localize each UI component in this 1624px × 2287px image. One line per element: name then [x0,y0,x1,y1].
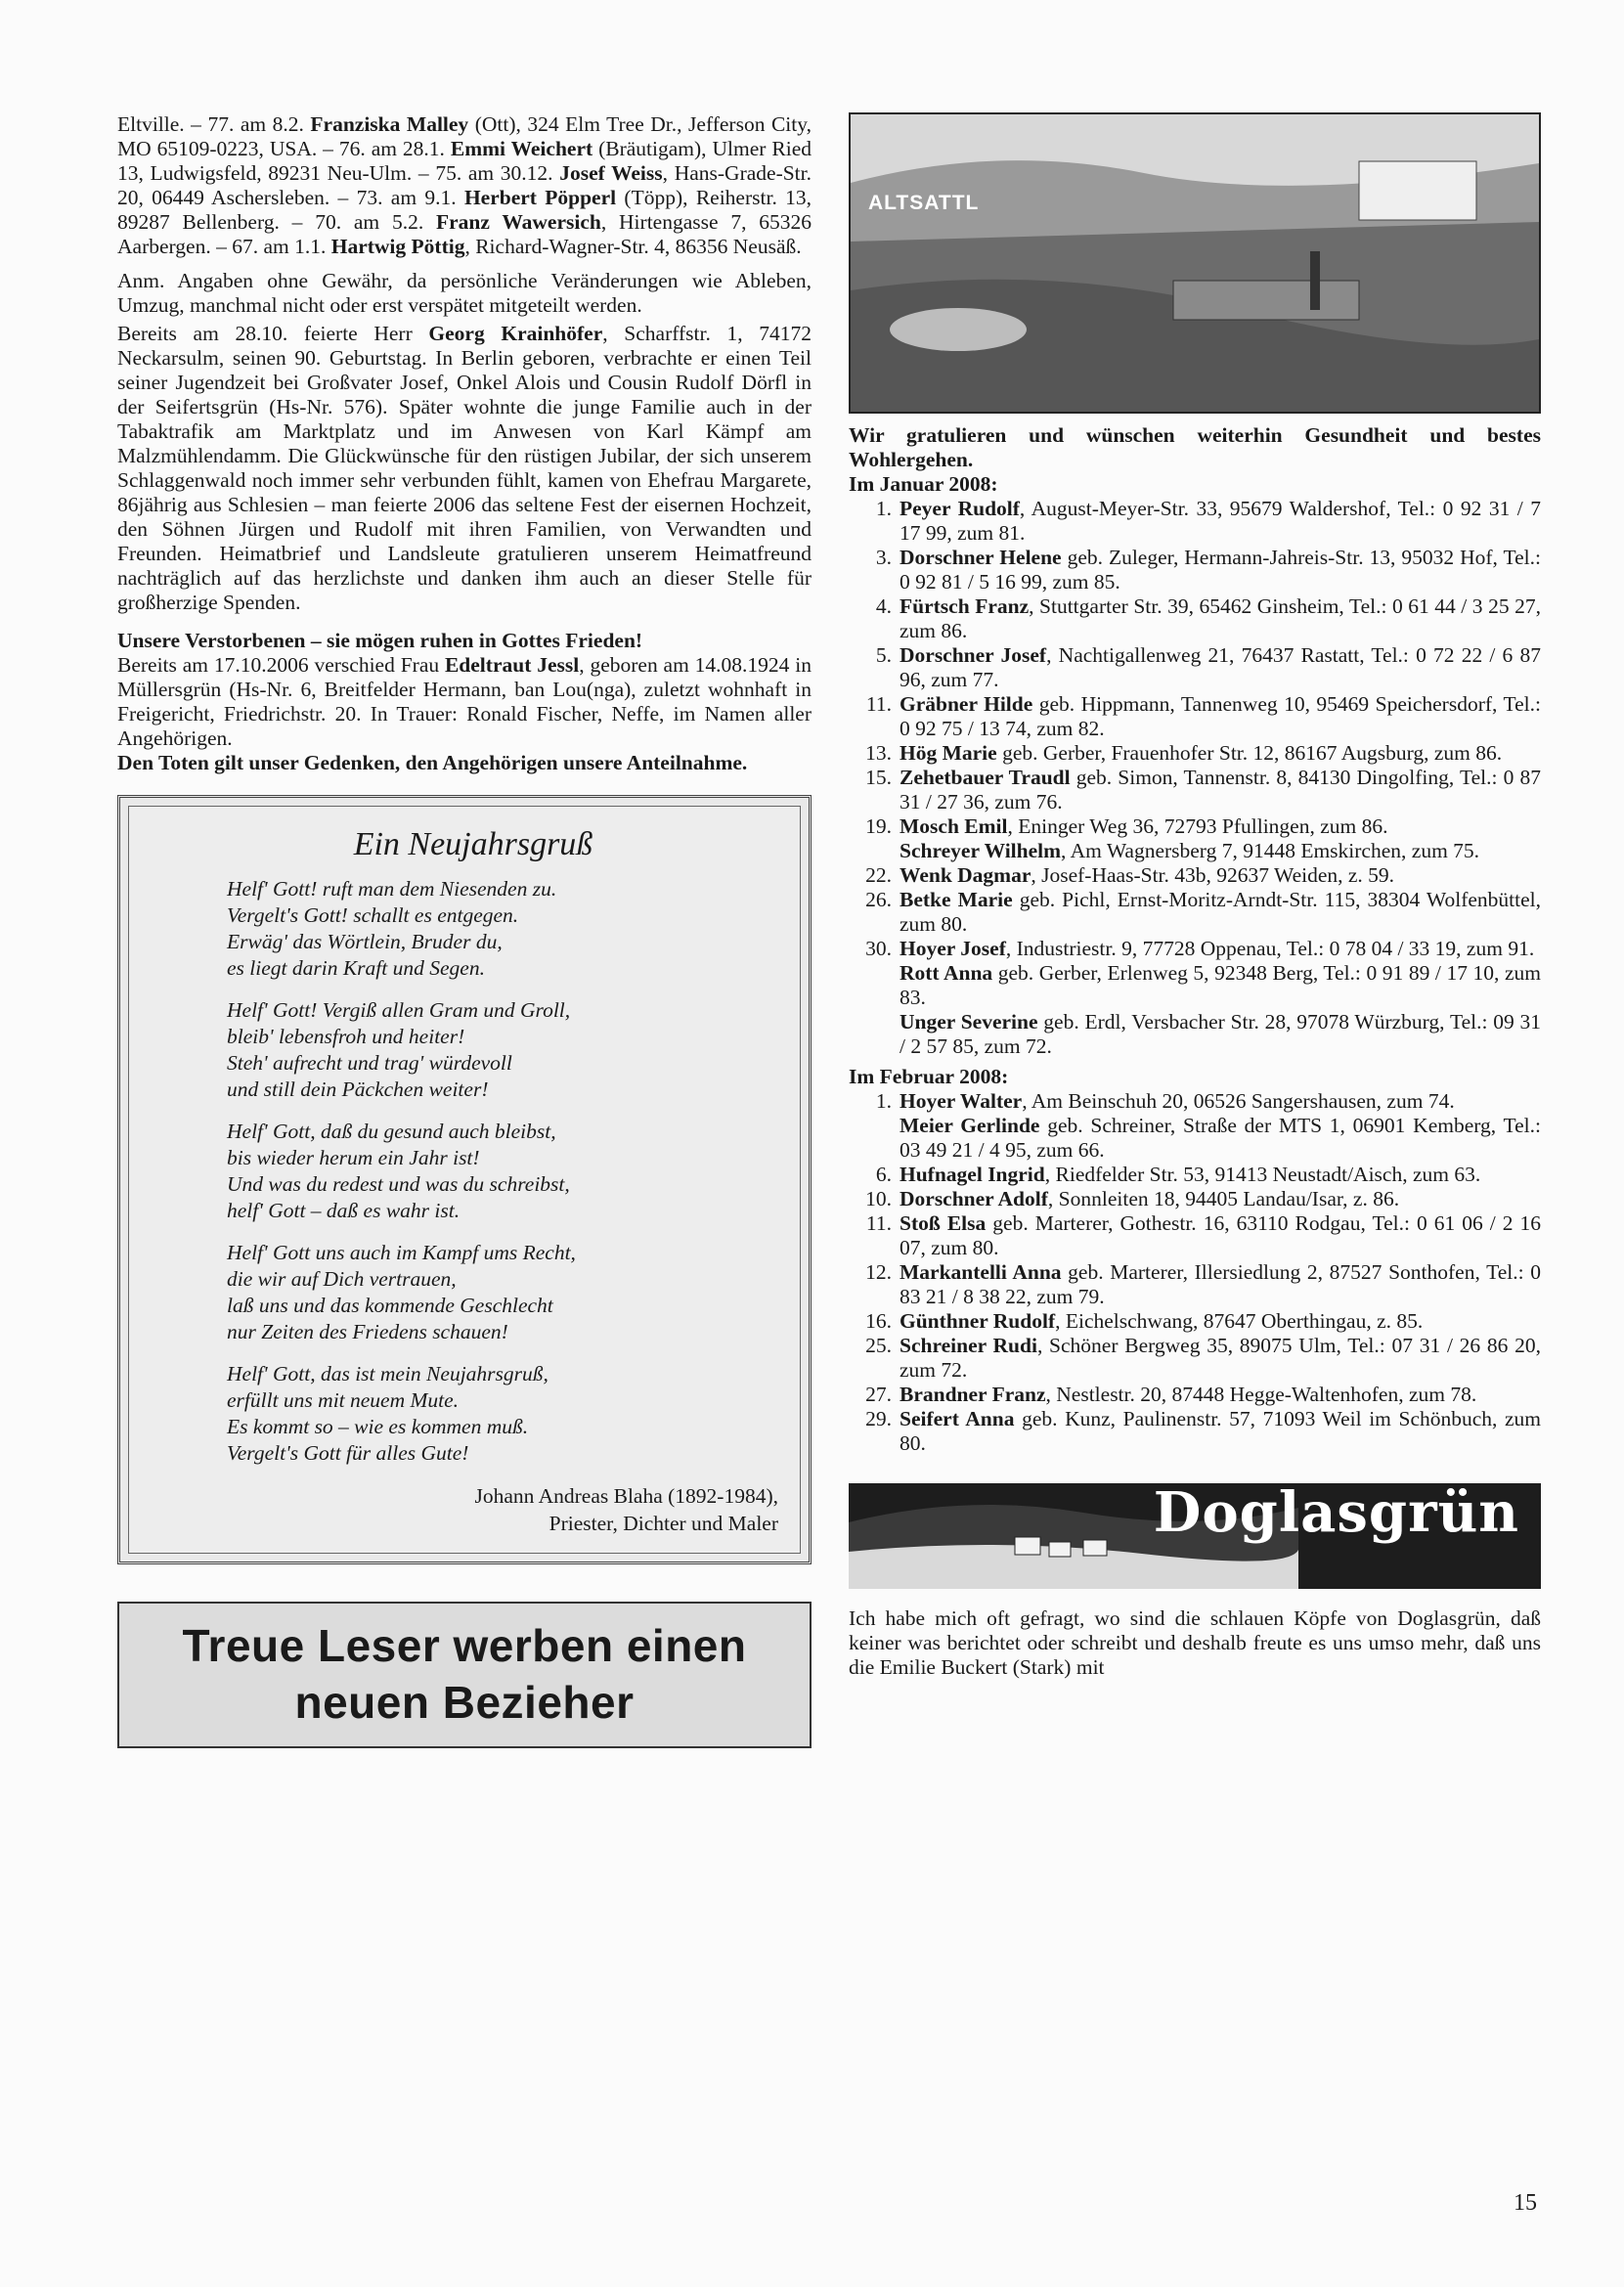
birthday-entry [849,863,1541,888]
entry-day [849,1114,900,1163]
poem-line: erfüllt uns mit neuem Mute. [227,1388,460,1412]
entry-text [900,692,1541,741]
entry-details: , Am Beinschuh 20, 06526 Sangershausen, zum 74. [1022,1089,1455,1113]
person-name: Hög Marie [900,741,997,765]
person-name: Hartwig Pöttig [330,235,465,258]
entry-details: geb. Schreiner, Straße der MTS 1, 06901 Kemberg, Tel.: 03 49 21 / 4 95, zum 66. [900,1114,1541,1162]
poem-inner [128,806,801,1554]
person-name: Brandner Franz [900,1383,1046,1406]
entry-day: 30. [865,937,892,960]
text-run: , Scharffstr. 1, 74172 Neckarsulm, seinen 90. Geburtstag. In Berlin geboren, verbrachte er einen Teil seiner Jugendzeit bei Großvater Josef, Onkel Alois und Cousin Rudolf Dörfl in der Seifertsgrün (Hs-Nr. 576). Später wohnte die junge Familie auch in der Tabaktrafik am Marktplatz und im Anwesen von Karl Kämpf am Malzmühlendamm. Die Glückwünsche für den rüstigen Jubilar, der sich unserem Schlaggenwald noch immer sehr verbunden fühlt, kamen von Ehefrau Margarete, 86jährig aus Schlesien – man feierte 2006 das seltene Fest der eisernen Hochzeit, den Söhnen Jürgen und Rudolf mit ihren Familien, von Verwandten und Freunden. Heimatbrief und Landsleute gratulieren unserem Heimatfreund nachträglich auf das herzlichste und danken ihm auch an dieser Stelle für großherzige Spenden. [117,322,812,614]
ad-line-2: neuen Bezieher [294,1677,635,1728]
person-name: Unger Severine [900,1010,1038,1034]
entry-day: 26. [865,888,892,911]
entry-details: geb. Gerber, Erlenweg 5, 92348 Berg, Tel.: 0 91 89 / 17 10, zum 83. [900,961,1541,1009]
reader-ad-box [117,1602,812,1748]
birthday-entry [849,692,1541,741]
text-run: Eltville. – 77. am 8.2. [117,112,311,136]
person-name: Fürtsch Franz [900,594,1030,618]
factory-building [1173,281,1359,320]
entry-text [900,1010,1541,1059]
birthday-entry [849,888,1541,937]
poem-line: und still dein Päckchen weiter! [227,1078,489,1101]
entry-text [900,546,1541,594]
entry-text [900,1309,1541,1334]
birthday-entry [849,1211,1541,1260]
poem-line: Helf' Gott, das ist mein Neujahrsgruß, [227,1362,549,1385]
birthday-entry [849,961,1541,1010]
birthday-entry [849,814,1541,839]
krainhoefer-paragraph [117,322,812,615]
author-roles: Priester, Dichter und Maler [549,1512,778,1535]
person-name: Edeltraut Jessl [444,653,580,677]
page-number: 15 [1514,2190,1537,2216]
birthday-entry [849,497,1541,546]
person-name: Dorschner Adolf [900,1187,1048,1210]
birthday-entry [849,937,1541,961]
poem-line: es liegt darin Kraft und Segen. [227,956,485,980]
poem-line: nur Zeiten des Friedens schauen! [227,1320,508,1343]
entry-text [900,814,1541,839]
text-run: Bereits am 28.10. feierte Herr [117,322,429,345]
entry-day: 25. [865,1334,892,1357]
entry-text [900,741,1541,766]
entry-details: geb. Hippmann, Tannenweg 10, 95469 Speichersdorf, Tel.: 0 92 75 / 13 74, zum 82. [900,692,1541,740]
entry-day: 13. [865,741,892,765]
entry-day: 29. [865,1407,892,1430]
entry-day: 1. [875,497,892,520]
entry-day: 1. [875,1089,892,1113]
entry-day: 6. [875,1163,892,1186]
person-name: Emmi Weichert [450,137,593,160]
entry-text [900,937,1541,961]
person-name: Franziska Malley [310,112,469,136]
entry-text [900,1260,1541,1309]
poem-line: Erwäg' das Wörtlein, Bruder du, [227,930,503,953]
entry-details: , Riedfelder Str. 53, 91413 Neustadt/Aisch, zum 63. [1044,1163,1481,1186]
birthday-entry [849,1334,1541,1383]
manor-house [1359,161,1476,220]
text-run: , Hirtengasse 7, 65326 Aarbergen. – 67. am 1.1. [117,210,812,258]
entry-details: geb. Marterer, Illersiedlung 2, 87527 Sonthofen, Tel.: 0 83 21 / 8 38 22, zum 79. [900,1260,1541,1308]
poem-line: Helf' Gott! ruft man dem Niesenden zu. [227,877,557,901]
birthday-entry [849,1260,1541,1309]
birthday-entry [849,1163,1541,1187]
house-2 [1049,1542,1071,1557]
person-name: Seifert Anna [900,1407,1015,1430]
person-name: Meier Gerlinde [900,1114,1040,1137]
poem-line: Steh' aufrecht und trag' würdevoll [227,1051,512,1075]
entry-text [900,1163,1541,1187]
entry-day: 19. [865,814,892,838]
poem-title: Ein Neujahrsgruß [353,826,593,862]
poem-stanza [227,876,778,982]
entry-day: 22. [865,863,892,887]
entry-text [900,1187,1541,1211]
entry-details: geb. Erdl, Versbacher Str. 28, 97078 Würzburg, Tel.: 09 31 / 2 57 85, zum 72. [900,1010,1542,1058]
entry-details: geb. Pichl, Ernst-Moritz-Arndt-Str. 115, 38304 Wolfenbüttel, zum 80. [900,888,1541,936]
entry-details: , Stuttgarter Str. 39, 65462 Ginsheim, Tel.: 0 61 44 / 3 25 27, zum 86. [900,594,1541,642]
poem-stanza [227,1119,778,1224]
poem-line: Helf' Gott, daß du gesund auch bleibst, [227,1120,556,1143]
person-name: Peyer Rudolf [900,497,1020,520]
deceased-paragraph [117,653,812,751]
entry-text [900,1211,1541,1260]
poem-line: die wir auf Dich vertrauen, [227,1267,457,1291]
closing-paragraph: Ich habe mich oft gefragt, wo sind die schlauen Köpfe von Doglasgrün, daß keiner was berichtet oder schreibt und deshalb freute es uns umso mehr, daß uns die Emilie Buckert (Stark) mit [849,1606,1541,1679]
birthday-entry [849,1089,1541,1114]
entry-day: 15. [865,766,892,789]
entry-text [900,863,1541,888]
entry-day [849,1010,900,1059]
birthday-entry [849,1010,1541,1059]
poem-line: bis wieder herum ein Jahr ist! [227,1146,480,1169]
birthday-entry [849,546,1541,594]
person-name: Schreiner Rudi [900,1334,1037,1357]
poem-line: bleib' lebensfroh und heiter! [227,1025,465,1048]
entry-day [849,839,900,863]
entry-text [900,594,1541,643]
entry-text [900,643,1541,692]
chimney [1310,251,1320,310]
birthday-entry [849,766,1541,814]
person-name: Stoß Elsa [900,1211,987,1235]
person-name: Markantelli Anna [900,1260,1062,1284]
entry-details: , Am Wagnersberg 7, 91448 Emskirchen, zum 75. [1061,839,1480,862]
poem-stanza [227,1361,778,1467]
entry-details: , Eninger Weg 36, 72793 Pfullingen, zum 86. [1007,814,1388,838]
entry-details: , Industriestr. 9, 77728 Oppenau, Tel.: 0 78 04 / 33 19, zum 91. [1005,937,1535,960]
left-column [117,112,812,1748]
text-run: , Hans-Grade-Str. 20, 06449 Aschersleben. – 73. am 9.1. [117,161,812,209]
person-name: Mosch Emil [900,814,1008,838]
text-run: Bereits am 17.10.2006 verschied Frau [117,653,445,677]
house-1 [1015,1537,1040,1555]
birthday-entry [849,1187,1541,1211]
person-name: Herbert Pöpperl [463,186,617,209]
poem-line: Und was du redest und was du schreibst, [227,1172,570,1196]
person-name: Günthner Rudolf [900,1309,1056,1333]
person-name: Zehetbauer Traudl [900,766,1071,789]
entry-day: 4. [875,594,892,618]
january-list [849,497,1541,1059]
text-run: (Töpp), Reiherstr. 13, 89287 Bellenberg. – 70. am 5.2. [117,186,812,234]
ad-line-1: Treue Leser werben einen [182,1620,747,1671]
author-name: Johann Andreas Blaha (1892-1984), [474,1484,778,1508]
entry-text [900,1114,1541,1163]
february-list [849,1089,1541,1456]
birthday-entry [849,643,1541,692]
entry-day: 16. [865,1309,892,1333]
altsattl-photo [849,112,1541,414]
birthday-entry [849,594,1541,643]
entry-text [900,497,1541,546]
text-run: (Bräutigam), Ulmer Ried 13, Ludwigsfeld, 89231 Neu-Ulm. – 75. am 30.12. [117,137,812,185]
february-heading: Im Februar 2008: [849,1065,1009,1088]
poem-line: helf' Gott – daß es wahr ist. [227,1199,461,1222]
entry-details: geb. Marterer, Gothestr. 16, 63110 Rodgau, Tel.: 0 61 06 / 2 16 07, zum 80. [900,1211,1541,1259]
person-name: Hoyer Walter [900,1089,1023,1113]
entry-details: , Nestlestr. 20, 87448 Hegge-Waltenhofen, zum 78. [1045,1383,1477,1406]
person-name: Hoyer Josef [900,937,1006,960]
entry-details: , Eichelschwang, 87647 Oberthingau, z. 85. [1055,1309,1424,1333]
entry-day: 27. [865,1383,892,1406]
poem-line: laß uns und das kommende Geschlecht [227,1294,553,1317]
entry-day: 11. [865,1211,892,1235]
right-column [849,112,1541,1690]
entry-details: , Schöner Bergweg 35, 89075 Ulm, Tel.: 07 31 / 26 86 20, zum 72. [900,1334,1541,1382]
entry-details: geb. Simon, Tannenstr. 8, 84130 Dingolfing, Tel.: 0 87 31 / 27 36, zum 76. [900,766,1541,814]
poem-author [227,1482,778,1537]
person-name: Gräbner Hilde [900,692,1033,716]
entry-day: 12. [865,1260,892,1284]
person-name: Hufnagel Ingrid [900,1163,1045,1186]
entry-day: 3. [875,546,892,569]
birthday-entry [849,839,1541,863]
poem-stanza [227,1240,778,1345]
entry-details: , August-Meyer-Str. 33, 95679 Waldershof, Tel.: 0 92 31 / 7 17 99, zum 81. [900,497,1541,545]
condolence-line: Den Toten gilt unser Gedenken, den Angehörigen unsere Anteilnahme. [117,751,748,774]
pond [890,308,1027,351]
entry-text [900,766,1541,814]
entry-text [900,839,1541,863]
person-name: Betke Marie [900,888,1013,911]
poem-stanza [227,997,778,1103]
entry-details: , Sonnleiten 18, 94405 Landau/Isar, z. 86. [1047,1187,1400,1210]
poem-line: Vergelt's Gott! schallt es entgegen. [227,903,519,927]
poem-stanzas [227,876,778,1467]
birthdays-continued [117,112,812,259]
entry-text [900,888,1541,937]
january-heading: Im Januar 2008: [849,472,998,496]
poem-line: Vergelt's Gott für alles Gute! [227,1441,469,1465]
entry-details: geb. Zuleger, Hermann-Jahreis-Str. 13, 95032 Hof, Tel.: 0 92 81 / 5 16 99, zum 85. [900,546,1541,594]
entry-day: 11. [865,692,892,716]
poem-line: Helf' Gott uns auch im Kampf ums Recht, [227,1241,576,1264]
entry-day: 5. [875,643,892,667]
person-name: Schreyer Wilhelm [900,839,1062,862]
entry-details: geb. Kunz, Paulinenstr. 57, 71093 Weil im Schönbuch, zum 80. [900,1407,1542,1455]
entry-text [900,1334,1541,1383]
note-paragraph: Anm. Angaben ohne Gewähr, da persönliche Veränderungen wie Ableben, Umzug, manchmal nicht oder erst verspätet mitgeteilt werden. [117,269,812,317]
poem-line: Es kommt so – wie es kommen muß. [227,1415,529,1438]
person-name: Dorschner Helene [900,546,1062,569]
person-name: Rott Anna [900,961,993,985]
person-name: Georg Krainhöfer [428,322,603,345]
person-name: Dorschner Josef [900,643,1047,667]
house-3 [1083,1540,1107,1556]
birthday-entry [849,1309,1541,1334]
landscape-illustration [851,114,1539,412]
birthday-entry [849,1407,1541,1456]
entry-details: , Nachtigallenweg 21, 76437 Rastatt, Tel.: 0 72 22 / 6 87 96, zum 77. [900,643,1541,691]
entry-text [900,961,1541,1010]
text-run: , Richard-Wagner-Str. 4, 86356 Neusäß. [464,235,802,258]
poem-box [117,795,812,1564]
entry-details: geb. Gerber, Frauenhofer Str. 12, 86167 Augsburg, zum 86. [996,741,1503,765]
text-run: , geboren am 14.08.1924 in Müllersgrün (Hs-Nr. 6, Breitfelder Hermann, ban Lou(nga), zuletzt wohnhaft in Freigericht, Friedrichstr. 20. In Trauer: Ronald Fischer, Neffe, im Namen aller Angehörigen. [117,653,812,750]
poem-line: Helf' Gott! Vergiß allen Gram und Groll, [227,998,571,1022]
entry-day: 10. [865,1187,892,1210]
greeting-line: Wir gratulieren und wünschen weiterhin Gesundheit und bestes Wohlergehen. [849,423,1541,471]
person-name: Josef Weiss [559,161,663,185]
birthday-entry [849,1114,1541,1163]
birthday-entry [849,1383,1541,1407]
banner-title: Doglasgrün [1153,1483,1519,1545]
doglasgruen-banner [849,1483,1541,1589]
entry-day [849,961,900,1010]
deceased-heading: Unsere Verstorbenen – sie mögen ruhen in Gottes Frieden! [117,629,643,652]
entry-text [900,1407,1541,1456]
entry-text [900,1383,1541,1407]
text-run: (Ott), 324 Elm Tree Dr., Jefferson City, MO 65109-0223, USA. – 76. am 28.1. [117,112,812,160]
person-name: Wenk Dagmar [900,863,1031,887]
birthday-entry [849,741,1541,766]
entry-text [900,1089,1541,1114]
photo-label: ALTSATTL [868,192,980,214]
person-name: Franz Wawersich [436,210,601,234]
entry-details: , Josef-Haas-Str. 43b, 92637 Weiden, z. 59. [1031,863,1395,887]
